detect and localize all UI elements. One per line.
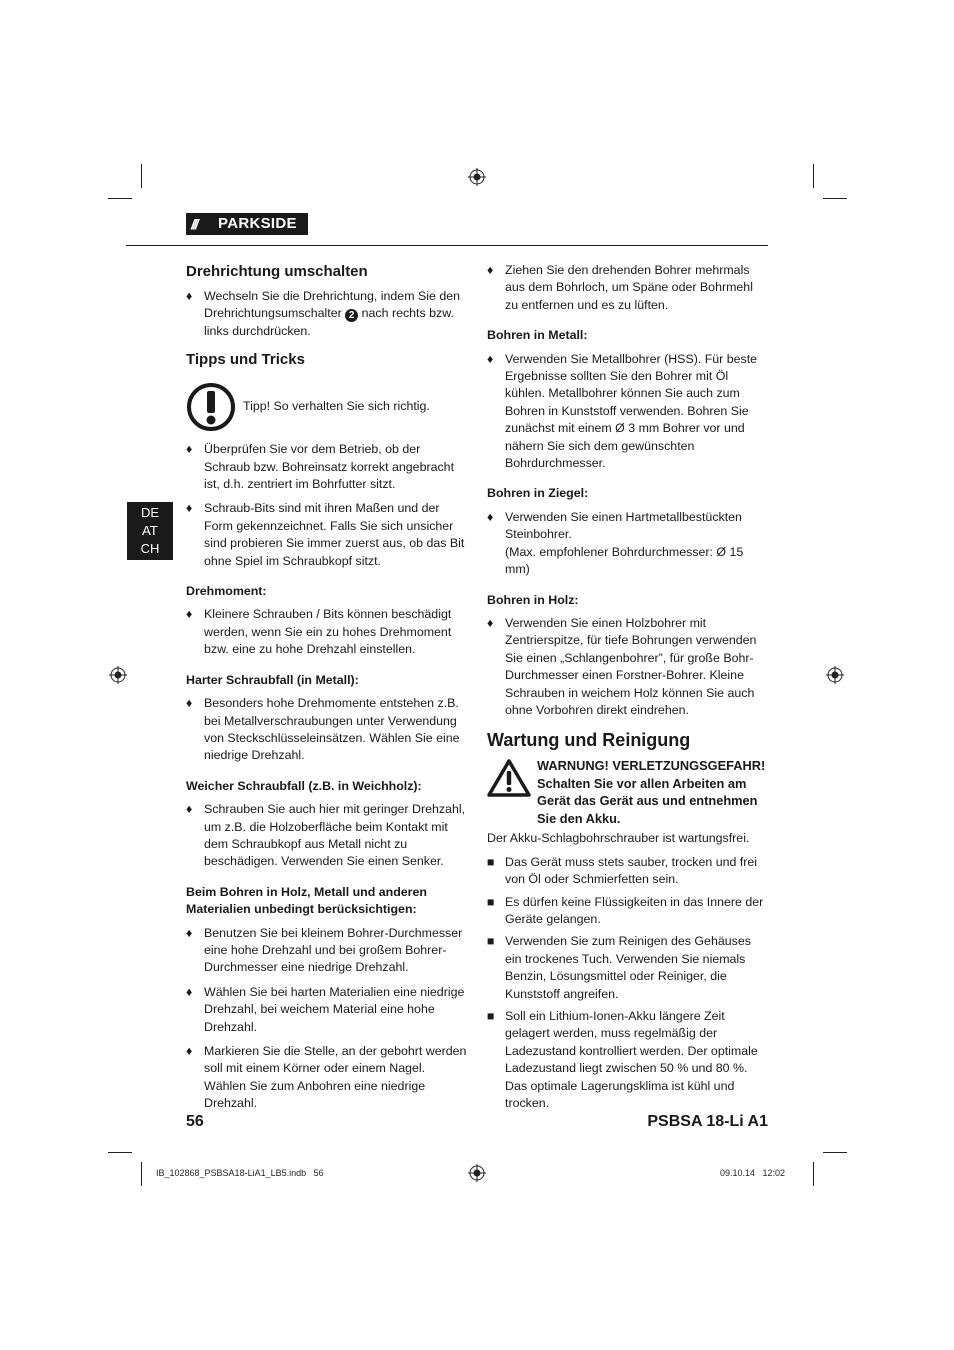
- exclamation-circle-icon: [186, 382, 236, 432]
- bullet-diamond-icon: ♦: [487, 351, 494, 366]
- left-column: [186, 262, 468, 1113]
- bullet-diamond-icon: ♦: [186, 501, 193, 516]
- list-item: [487, 351, 769, 473]
- item-text: Das Gerät muss stets sauber, trocken und frei von Öl oder Schmierfetten sein.: [505, 854, 758, 887]
- bullet-diamond-icon: ♦: [186, 607, 193, 622]
- subsection-title: Bohren in Metall:: [487, 328, 588, 343]
- item-text: Schraub-Bits sind mit ihren Maßen und der Form gekennzeichnet. Falls Sie sich unsicher sind probieren Sie immer zuerst aus, ob das Bit ohne Spiel im Schraubkopf sitzt.: [204, 501, 465, 568]
- item-text: Kleinere Schrauben / Bits können beschädigt werden, wenn Sie ein zu hohes Drehmoment bzw. eine zu hohe Drehzahl einstellen.: [204, 607, 452, 657]
- item-text: Ziehen Sie den drehenden Bohrer mehrmals aus dem Bohrloch, um Späne oder Bohrmehl zu entfernen und es zu lüften.: [505, 263, 753, 312]
- bullet-square-icon: ■: [487, 854, 495, 869]
- item-text: Schrauben Sie auch hier mit geringer Drehzahl, um z.B. die Holzoberfläche beim Kontakt mit dem Schraubkopf aus Metall nicht zu beschädigen. Verwenden Sie einen Senker.: [204, 802, 466, 869]
- bullet-diamond-icon: ♦: [186, 984, 193, 999]
- right-column: [487, 262, 769, 1112]
- crop-mark: [823, 1152, 847, 1153]
- part-number-badge: 2: [345, 309, 358, 322]
- language-tab: [127, 502, 173, 560]
- item-text: Verwenden Sie zum Reinigen des Gehäuses ein trockenes Tuch. Verwenden Sie niemals Benzin, Lösungsmittel oder Reiniger, die Kunststoff angreifen.: [505, 934, 751, 1001]
- bullet-diamond-icon: ♦: [186, 925, 193, 940]
- crop-mark: [141, 164, 142, 188]
- subsection-title: Bohren in Holz:: [487, 592, 579, 607]
- bullet-diamond-icon: ♦: [186, 802, 193, 817]
- item-text: Wechseln Sie die Drehrichtung, indem Sie den Drehrichtungsumschalter: [204, 289, 460, 321]
- bullet-diamond-icon: ♦: [487, 615, 494, 630]
- registration-mark-icon: [468, 168, 486, 186]
- list-item: [487, 894, 769, 929]
- subsection-title: Beim Bohren in Holz, Metall und anderen Materialien unbedingt berücksichtigen:: [186, 884, 427, 917]
- language-code: AT: [142, 523, 158, 538]
- list-item: [186, 441, 468, 493]
- list-item: [487, 615, 769, 719]
- item-text: Verwenden Sie Metallbohrer (HSS). Für beste Ergebnisse sollten Sie den Bohrer mit Öl kühlen. Metallbohrer können Sie auch zum Bohren in Kunststoff verwenden. Bohren Sie zunächst mit einem Ø 3 mm Bohrer vor und nähern Sie sich dem gewünschten Bohrdurchmesser.: [505, 351, 758, 471]
- page-number: 56: [186, 1113, 204, 1130]
- list-item: [186, 500, 468, 570]
- print-slug-date: 09.10.14 12:02: [720, 1168, 786, 1178]
- list-item: [487, 262, 769, 314]
- bullet-diamond-icon: ♦: [487, 263, 494, 277]
- list-item: [186, 984, 468, 1036]
- bullet-diamond-icon: ♦: [186, 442, 193, 457]
- item-text: Besonders hohe Drehmomente entstehen z.B. bei Metallverschraubungen unter Verwendung von Steckschlüsseleinsätzen. Wählen Sie eine niedrige Drehzahl.: [204, 696, 460, 763]
- item-text: Es dürfen keine Flüssigkeiten in das Innere der Geräte gelangen.: [505, 894, 764, 926]
- list-item: [186, 801, 468, 871]
- language-code: DE: [140, 505, 160, 520]
- section-heading: Wartung und Reinigung: [487, 730, 691, 751]
- item-text: Verwenden Sie einen Hartmetallbestückten Steinbohrer.: [505, 509, 742, 542]
- tip-box: [186, 382, 468, 434]
- item-text: nach rechts bzw. links durchdrücken.: [204, 306, 454, 338]
- list-item: [487, 509, 769, 579]
- subsection-title: Harter Schraubfall (in Metall):: [186, 672, 359, 687]
- logo-wordmark: PARKSIDE: [218, 215, 297, 232]
- bullet-diamond-icon: ♦: [487, 509, 494, 524]
- bullet-square-icon: ■: [487, 934, 495, 949]
- item-note: (Max. empfohlener Bohrdurchmesser: Ø 15 mm): [505, 544, 744, 577]
- list-item: [186, 925, 468, 977]
- crop-mark: [823, 198, 847, 199]
- language-code: CH: [140, 541, 160, 556]
- registration-mark-icon: [468, 1164, 486, 1182]
- list-item: [487, 933, 769, 1003]
- list-item: [186, 1043, 468, 1113]
- brand-logo: [186, 213, 308, 235]
- registration-mark-icon: [109, 666, 127, 684]
- list-item: [487, 1008, 769, 1112]
- subsection-title: Weicher Schraubfall (z.B. in Weichholz):: [186, 778, 422, 793]
- list-item: [186, 695, 468, 765]
- crop-mark: [108, 1152, 132, 1153]
- crop-mark: [813, 1162, 814, 1186]
- crop-mark: [813, 164, 814, 188]
- bullet-diamond-icon: ♦: [186, 289, 193, 303]
- crop-mark: [108, 198, 132, 199]
- tip-text: Tipp! So verhalten Sie sich richtig.: [243, 399, 430, 414]
- bullet-square-icon: ■: [487, 1009, 495, 1023]
- registration-mark-icon: [826, 666, 844, 684]
- header-rule: [126, 245, 768, 246]
- list-item: [487, 854, 769, 889]
- bullet-diamond-icon: ♦: [186, 696, 193, 711]
- section-title: Drehrichtung umschalten: [186, 263, 368, 280]
- item-text: Verwenden Sie einen Holzbohrer mit Zentrierspitze, für tiefe Bohrungen verwenden Sie einen „Schlangenbohrer”, für große Bohr-Durchmesser einen Forstner-Bohrer. Kleine Schrauben in weichem Holz können Sie auch ohne Vorbohren direkt eindrehen.: [505, 615, 757, 717]
- warning-text: WARNUNG! VERLETZUNGSGEFAHR! Schalten Sie vor allen Arbeiten am Gerät das Gerät aus und entnehmen Sie den Akku.: [537, 758, 766, 826]
- item-text: Überprüfen Sie vor dem Betrieb, ob der Schraub bzw. Bohreinsatz korrekt angebracht ist, d.h. zentriert im Bohrfutter sitzt.: [204, 442, 455, 492]
- paragraph: Der Akku-Schlagbohrschrauber ist wartungsfrei.: [487, 831, 750, 846]
- warning-triangle-icon: [487, 759, 531, 797]
- crop-mark: [141, 1162, 142, 1186]
- subsection-title: Bohren in Ziegel:: [487, 486, 589, 501]
- bullet-diamond-icon: ♦: [186, 1044, 193, 1058]
- print-slug-file: IB_102868_PSBSA18-LiA1_LB5.indb 56: [156, 1168, 324, 1178]
- warning-box: [487, 757, 769, 827]
- section-title: Tipps und Tricks: [186, 351, 305, 369]
- subsection-title: Drehmoment:: [186, 584, 267, 599]
- logo-slashes: ///: [191, 216, 197, 232]
- list-item: [186, 606, 468, 658]
- item-text: Wählen Sie bei harten Materialien eine niedrige Drehzahl, bei weichem Material eine hohe Drehzahl.: [204, 984, 465, 1034]
- bullet-square-icon: ■: [487, 894, 495, 909]
- list-item: [186, 288, 468, 340]
- item-text: Soll ein Lithium-Ionen-Akku längere Zeit gelagert werden, muss regelmäßig der Ladezustand kontrolliert werden. Der optimale Ladezustand liegt zwischen 50 % und 80 %. Das optimale Lagerungsklima ist kühl und trocken.: [505, 1009, 758, 1111]
- item-text: Markieren Sie die Stelle, an der gebohrt werden soll mit einem Körner oder einem Nagel. Wählen Sie zum Anbohren eine niedrige Drehzahl.: [204, 1044, 467, 1111]
- item-text: Benutzen Sie bei kleinem Bohrer-Durchmesser eine hohe Drehzahl und bei großem Bohrer-Durchmesser eine niedrige Drehzahl.: [204, 925, 463, 975]
- model-name: PSBSA 18-Li A1: [647, 1113, 768, 1130]
